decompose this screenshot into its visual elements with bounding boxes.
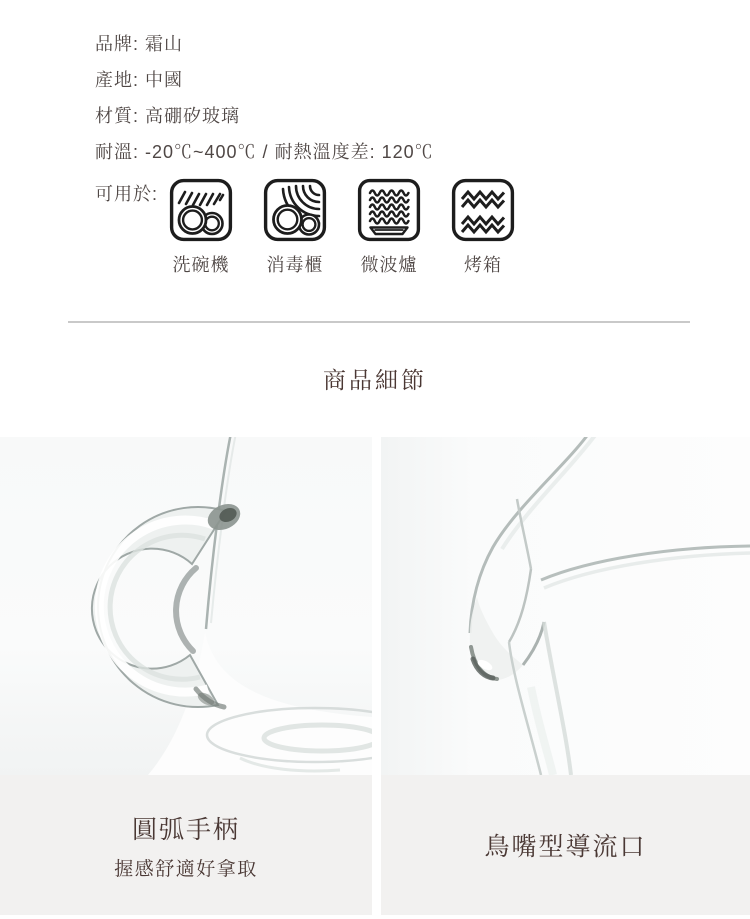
feature-caption-handle <box>0 775 372 915</box>
appliance-label: 消毒櫃 <box>266 255 324 275</box>
spec-row-material: 材質: 高硼矽玻璃 <box>95 106 241 126</box>
feature-grid <box>0 437 750 915</box>
appliance-label: 洗碗機 <box>172 255 230 275</box>
spec-row-brand: 品牌: 霜山 <box>95 34 184 54</box>
section-title: 商品細節 <box>323 367 427 393</box>
sterilizer-icon <box>263 178 327 242</box>
feature-handle <box>0 437 372 915</box>
spec-row-temperature: 耐溫: -20℃~400℃ / 耐熱溫度差: 120℃ <box>95 142 434 162</box>
spout-photo <box>381 437 750 775</box>
feature-title: 鳥嘴型導流口 <box>484 833 647 861</box>
feature-title: 圓弧手柄 <box>131 815 240 844</box>
handle-photo <box>0 437 372 775</box>
section-divider <box>68 321 690 323</box>
appliance-icon-row <box>169 178 515 277</box>
dishwasher-icon <box>169 178 233 242</box>
microwave-icon <box>357 178 421 242</box>
appliance-label: 微波爐 <box>360 255 418 275</box>
appliance-dishwasher <box>169 178 233 277</box>
product-specs <box>95 26 515 277</box>
feature-subtitle: 握感舒適好拿取 <box>114 858 258 880</box>
spec-row-usable-in <box>95 178 515 277</box>
appliance-label: 烤箱 <box>464 255 503 275</box>
appliance-sterilizer <box>263 178 327 277</box>
spec-row-origin: 產地: 中國 <box>95 70 184 90</box>
appliance-microwave <box>357 178 421 277</box>
usable-in-label: 可用於: <box>95 184 159 204</box>
oven-icon <box>451 178 515 242</box>
feature-caption-spout <box>381 775 750 915</box>
feature-spout <box>381 437 750 915</box>
appliance-oven <box>451 178 515 277</box>
